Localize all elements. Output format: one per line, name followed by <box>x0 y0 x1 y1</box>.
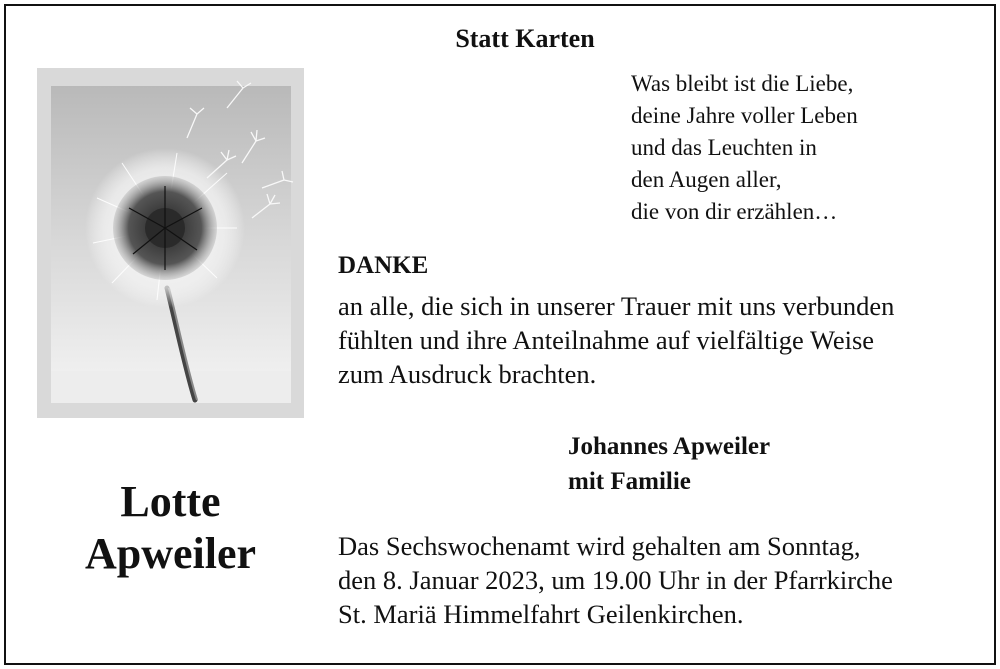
poem-line: deine Jahre voller Leben <box>631 103 858 128</box>
thanks-line: zum Ausdruck brachten. <box>338 359 597 389</box>
poem-line: die von dir erzählen… <box>631 199 838 224</box>
service-info <box>338 529 893 631</box>
service-line: den 8. Januar 2023, um 19.00 Uhr in der Pfarrkirche <box>338 565 893 595</box>
poem-line: Was bleibt ist die Liebe, <box>631 71 854 96</box>
thanks-title: DANKE <box>338 252 429 279</box>
thanks-line: fühlten und ihre Anteilnahme auf vielfältige Weise <box>338 325 875 355</box>
obituary-card <box>4 4 996 665</box>
signature <box>568 429 770 499</box>
deceased-name <box>37 476 304 580</box>
thanks-line: an alle, die sich in unserer Trauer mit uns verbunden <box>338 291 895 321</box>
dandelion-icon <box>37 68 304 418</box>
signature-line: Johannes Apweiler <box>568 433 771 460</box>
poem-line: den Augen aller, <box>631 167 782 192</box>
poem <box>631 68 858 228</box>
service-line: St. Mariä Himmelfahrt Geilenkirchen. <box>338 599 744 629</box>
deceased-first-name: Lotte <box>120 477 221 526</box>
thanks-text <box>338 289 894 391</box>
service-line: Das Sechswochenamt wird gehalten am Sonntag, <box>338 531 861 561</box>
header <box>6 24 994 54</box>
poem-line: und das Leuchten in <box>631 135 817 160</box>
deceased-last-name: Apweiler <box>84 529 257 578</box>
dandelion-photo <box>37 68 304 418</box>
signature-line: mit Familie <box>568 468 691 495</box>
header-title: Statt Karten <box>455 24 595 53</box>
